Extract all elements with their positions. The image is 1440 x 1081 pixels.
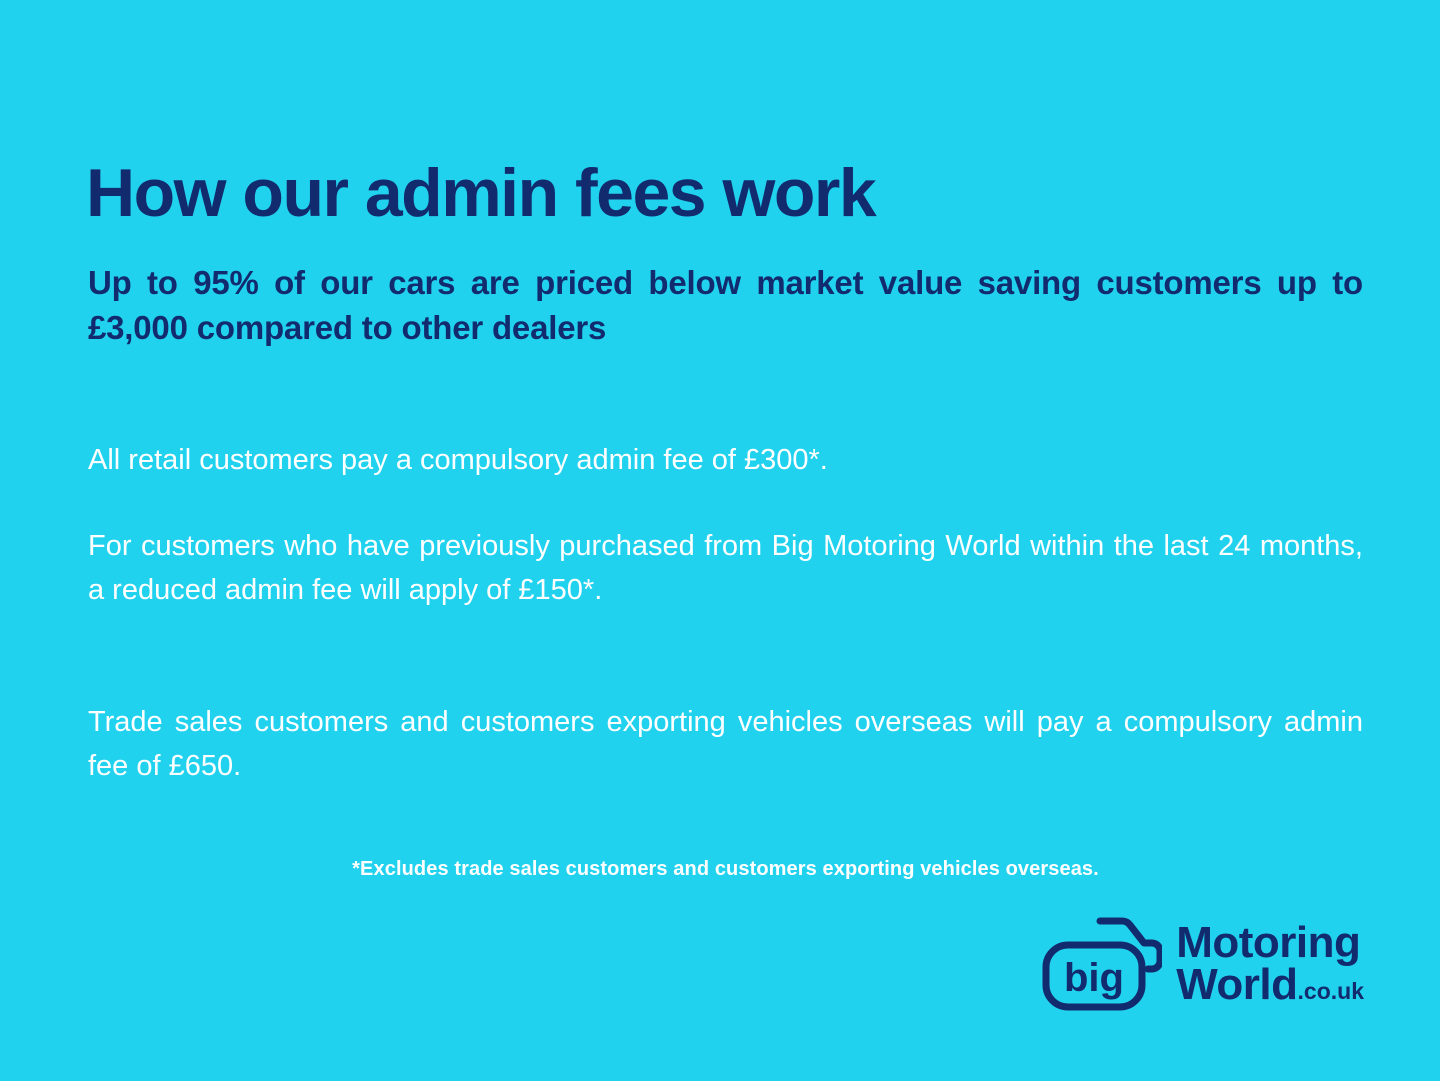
brand-wordmark-world: World [1176, 960, 1298, 1009]
brand-wordmark-tld: .co.uk [1297, 978, 1364, 1004]
body-paragraph-trade-export-fee: Trade sales customers and customers exporting vehicles overseas will pay a compulsory admin fee of £650. [88, 706, 1363, 782]
body-paragraph-retail-fee: All retail customers pay a compulsory admin fee of £300*. [88, 444, 828, 476]
page-title: How our admin fees work [86, 154, 876, 231]
footnote-text: *Excludes trade sales customers and customers exporting vehicles overseas. [352, 858, 1099, 880]
brand-logo [1040, 915, 1364, 1013]
svg-text:big: big [1064, 956, 1125, 1000]
subheading-text: Up to 95% of our cars are priced below market value saving customers up to £3,000 compared to other dealers [88, 264, 1363, 346]
brand-wordmark-line1: Motoring [1176, 917, 1361, 967]
big-car-logo-icon [1040, 915, 1162, 1013]
body-paragraph-returning-customer-fee: For customers who have previously purchased from Big Motoring World within the last 24 months, a reduced admin fee will apply of £150*. [88, 530, 1363, 606]
brand-wordmark [1176, 917, 1364, 1009]
brand-wordmark-line2 [1176, 960, 1364, 1009]
